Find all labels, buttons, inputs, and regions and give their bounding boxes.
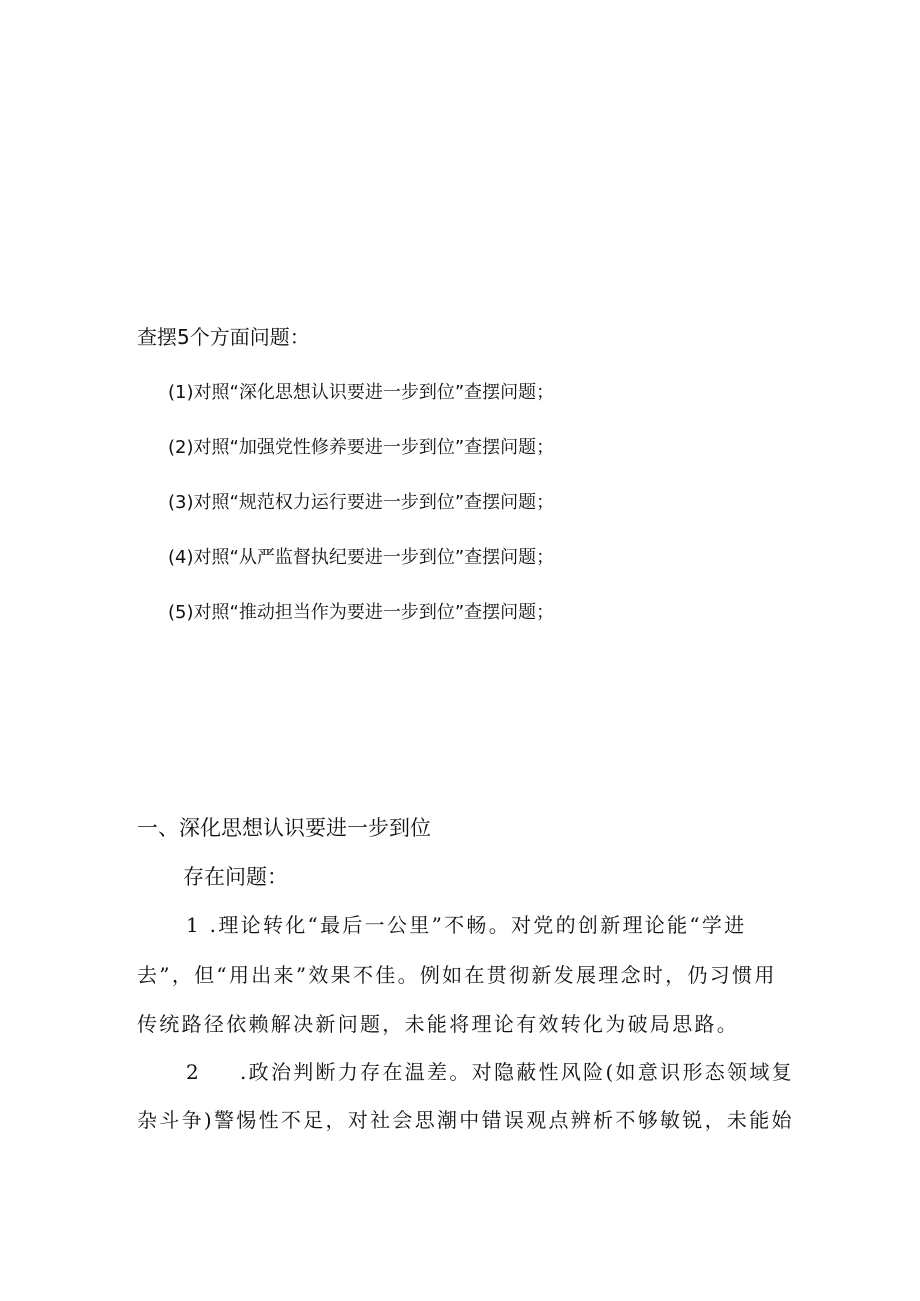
check-item: (1)对照“深化思想认识要进一步到位”查摆问题； xyxy=(168,382,555,403)
check-item: (4)对照“从严监督执纪要进一步到位”查摆问题； xyxy=(168,547,555,568)
paragraph-line: 去”，但“用出来”效果不佳。例如在贯彻新发展理念时，仍习惯用 xyxy=(137,963,777,987)
paragraph-line: 1 .理论转化“最后一公里”不畅。对党的创新理论能“学进 xyxy=(186,913,747,937)
paragraph-line: 杂斗争)警惕性不足，对社会思潮中错误观点辨析不够敏锐，未能始 xyxy=(137,1108,794,1132)
check-item: (2)对照“加强党性修养要进一步到位”查摆问题； xyxy=(168,437,555,458)
paragraph-line: .政治判断力存在温差。对隐蔽性风险(如意识形态领域复 xyxy=(240,1060,794,1084)
check-item: (3)对照“规范权力运行要进一步到位”查摆问题； xyxy=(168,492,555,513)
paragraph-line: 传统路径依赖解决新问题，未能将理论有效转化为破局思路。 xyxy=(137,1012,740,1036)
section-heading: 一、深化思想认识要进一步到位 xyxy=(137,816,431,840)
intro-heading: 查摆5个方面问题： xyxy=(137,325,310,349)
paragraph-number: 2 xyxy=(186,1060,202,1084)
check-item: (5)对照“推动担当作为要进一步到位”查摆问题； xyxy=(168,602,555,623)
problems-label: 存在问题： xyxy=(183,865,288,889)
